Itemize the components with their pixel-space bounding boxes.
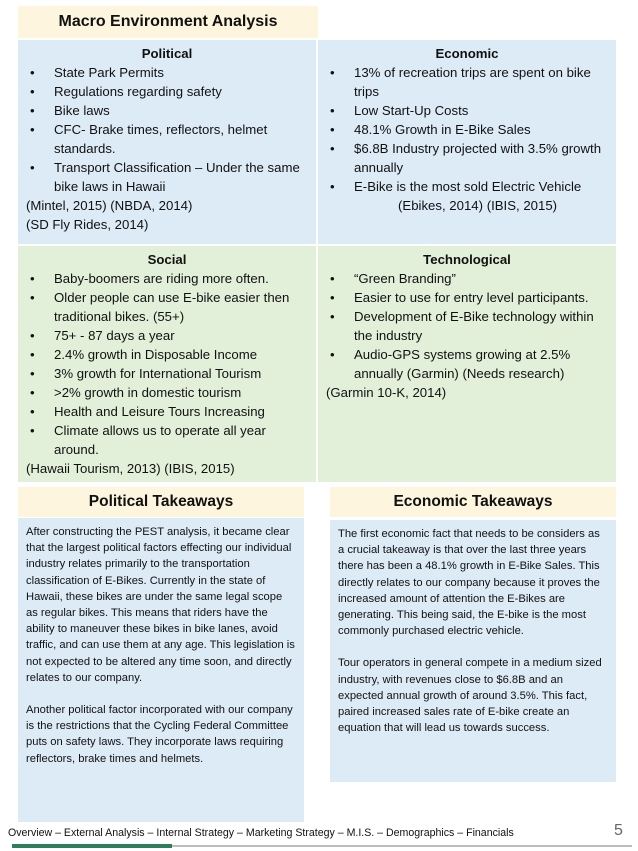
- list-item: • “Green Branding”: [326, 269, 608, 288]
- economic-citation: (Ebikes, 2014) (IBIS, 2015): [398, 198, 558, 213]
- list-item: • $6.8B Industry projected with 3.5% growth annually: [326, 139, 608, 177]
- paragraph: The first economic fact that needs to be considers as a crucial takeaway is that over the last three years there has been a 48.1% growth in E-Bike Sales. This directly relates to our company because it proves the increased amount of attention the E-Bikes are generating. This being said, the E-bike is the most commonly purchased electric vehicle.: [338, 528, 600, 638]
- paragraph: After constructing the PEST analysis, it became clear that the largest political factors effecting our individual industry relates primarily to the transportation classification of E-Bikes. Currently in the state of Hawaii, these bikes are under the same legal scope as regular bikes. This means that riders have the ability to maneuver these bikes in bike lanes, avoid traffic, and can use them at any age. This legislation is not expected to be altered any time soon, and directly relates to our company.: [26, 526, 295, 684]
- economic-takeaways-text: [330, 520, 616, 782]
- technological-citation: (Garmin 10-K, 2014): [326, 385, 447, 400]
- list-item: • Low Start-Up Costs: [326, 101, 608, 120]
- list-item: • Audio-GPS systems growing at 2.5% annually (Garmin) (Needs research): [326, 345, 608, 383]
- list-item: • Bike laws: [26, 101, 308, 120]
- footer-navigation: Overview – External Analysis – Internal Strategy – Marketing Strategy – M.I.S. – Demographics – Financials: [8, 827, 514, 839]
- political-citation: (Mintel, 2015) (NBDA, 2014): [26, 198, 193, 213]
- paragraph: Another political factor incorporated with our company is the restrictions that the Cycling Federal Committee puts on safety laws. They incorporate laws requiring reflectors, brake times and helmets.: [26, 704, 293, 765]
- list-item: • 75+ - 87 days a year: [26, 326, 308, 345]
- page-title: Macro Environment Analysis: [18, 6, 318, 38]
- footer-accent-bar: [12, 844, 172, 848]
- political-takeaways-heading: Political Takeaways: [18, 487, 304, 517]
- social-heading: Social: [147, 252, 187, 267]
- list-item: • Baby-boomers are riding more often.: [26, 269, 308, 288]
- list-item: • Development of E-Bike technology within the industry: [326, 307, 608, 345]
- political-takeaways-text: [18, 518, 304, 822]
- list-item: • E-Bike is the most sold Electric Vehicle: [326, 177, 608, 196]
- list-item: • Transport Classification – Under the same bike laws in Hawaii: [26, 158, 308, 196]
- economic-box: [318, 40, 616, 244]
- list-item: • Climate allows us to operate all year around.: [26, 421, 308, 459]
- list-item: • 3% growth for International Tourism: [26, 364, 308, 383]
- footer-divider: [172, 845, 632, 847]
- list-item: • Easier to use for entry level participants.: [326, 288, 608, 307]
- list-item: • >2% growth in domestic tourism: [26, 383, 308, 402]
- political-list: [26, 63, 308, 196]
- technological-box: [318, 246, 616, 482]
- paragraph: Tour operators in general compete in a medium sized industry, with revenues close to $6.8B and an expected annual growth of around 3.5%. This fact, paired increased sales rate of E-bike create an equation that will lead us towards success.: [338, 657, 602, 735]
- social-list: [26, 269, 308, 459]
- economic-list: [326, 63, 608, 196]
- page-number: 5: [614, 822, 623, 839]
- technological-list: [326, 269, 608, 383]
- list-item: • Regulations regarding safety: [26, 82, 308, 101]
- political-heading: Political: [141, 46, 193, 61]
- list-item: • CFC- Brake times, reflectors, helmet standards.: [26, 120, 308, 158]
- list-item: • 13% of recreation trips are spent on bike trips: [326, 63, 608, 101]
- list-item: • 48.1% Growth in E-Bike Sales: [326, 120, 608, 139]
- list-item: • Health and Leisure Tours Increasing: [26, 402, 308, 421]
- list-item: • 2.4% growth in Disposable Income: [26, 345, 308, 364]
- political-citation: (SD Fly Rides, 2014): [26, 217, 149, 232]
- list-item: • State Park Permits: [26, 63, 308, 82]
- social-box: [18, 246, 316, 482]
- technological-heading: Technological: [423, 252, 511, 267]
- economic-takeaways-heading: Economic Takeaways: [330, 487, 616, 517]
- social-citation: (Hawaii Tourism, 2013) (IBIS, 2015): [26, 461, 235, 476]
- political-box: [18, 40, 316, 244]
- economic-heading: Economic: [435, 46, 499, 61]
- list-item: • Older people can use E-bike easier then traditional bikes. (55+): [26, 288, 308, 326]
